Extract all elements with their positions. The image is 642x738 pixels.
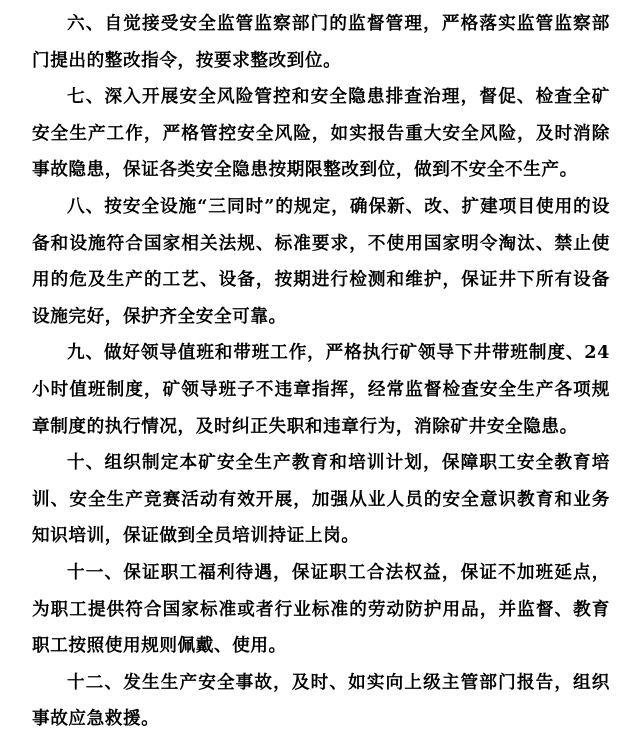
- paragraph: 九、做好领导值班和带班工作，严格执行矿领导下井带班制度、24 小时值班制度，矿领导班子不违章指挥，经常监督检查安全生产各项规章制度的执行情况，及时纠正失职和违章行为，消除矿井安全隐患。: [32, 342, 610, 437]
- paragraph: 十一、保证职工福利待遇，保证职工合法权益，保证不加班延点，为职工提供符合国家标准或者行业标准的劳动防护用品，并监督、教育职工按照使用规则佩戴、使用。: [32, 561, 610, 657]
- paragraph: 六、自觉接受安全监管监察部门的监督管理，严格落实监管监察部门提出的整改指令，按要求整改到位。: [32, 13, 610, 71]
- paragraph: 八、按安全设施“三同时”的规定，确保新、改、扩建项目使用的设备和设施符合国家相关法规、标准要求，不使用国家明令淘汰、禁止使用的危及生产的工艺、设备，按期进行检测和维护，保证井下所有设备设施完好，保护齐全安全可靠。: [32, 195, 610, 327]
- paragraph: 十二、发生生产安全事故，及时、如实向上级主管部门报告，组织事故应急救援。: [32, 671, 610, 730]
- paragraph: 七、深入开展安全风险管控和安全隐患排查治理，督促、检查全矿安全生产工作，严格管控安全风险，如实报告重大安全风险，及时消除事故隐患，保证各类安全隐患按期限整改到位，做到不安全不生产。: [32, 86, 610, 181]
- paragraph: 十、组织制定本矿安全生产教育和培训计划，保障职工安全教育培训、安全生产竞赛活动有效开展，加强从业人员的安全意识教育和业务知识培训，保证做到全员培训持证上岗。: [32, 452, 610, 547]
